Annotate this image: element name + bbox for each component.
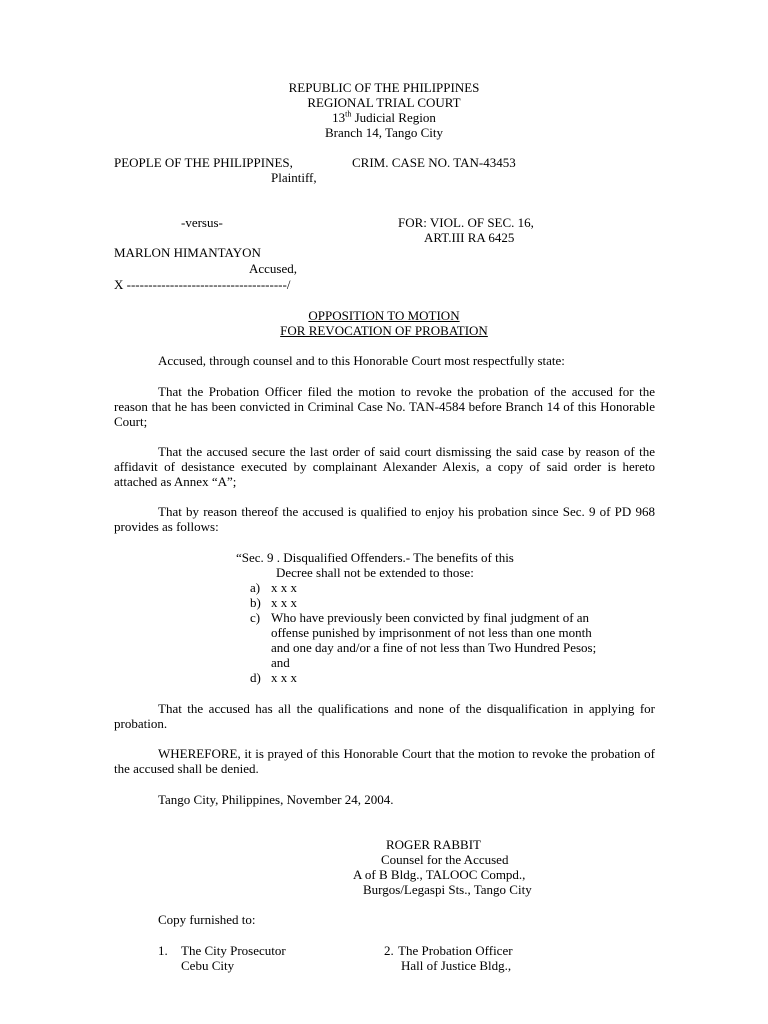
- plaintiff-role: Plaintiff,: [271, 170, 317, 185]
- intro-paragraph: Accused, through counsel and to this Honorable Court most respectfully state:: [158, 353, 565, 368]
- accused-name: MARLON HIMANTAYON: [114, 245, 261, 260]
- copy-furnished-label: Copy furnished to:: [158, 912, 256, 927]
- counsel-address-2: Burgos/Legaspi Sts., Tango City: [363, 882, 532, 897]
- quote-item-text: Who have previously been convicted by final judgment of an: [271, 610, 590, 625]
- quote-item-text: x x x: [271, 580, 297, 595]
- paragraph-5: WHEREFORE, it is prayed of this Honorable Court that the motion to revoke the probation of the accused shall be denied.: [114, 746, 655, 776]
- court-header-branch: Branch 14, Tango City: [324, 125, 443, 140]
- quote-line-1: “Sec. 9 . Disqualified Offenders.- The benefits of this: [236, 550, 514, 565]
- recipient-1-number: 1.: [158, 943, 168, 958]
- versus-label: -versus-: [181, 215, 223, 230]
- document-title-line-1: OPPOSITION TO MOTION: [308, 308, 460, 323]
- quote-item-label: c): [250, 610, 261, 625]
- caption-separator: X -------------------------------------/: [114, 277, 291, 292]
- paragraph-1: That the Probation Officer filed the motion to revoke the probation of the accused for the reason that he has been convicted in Criminal Case No. TAN-4584 before Branch 14 of this Honorable Court;: [114, 384, 655, 429]
- charge-line-1: FOR: VIOL. OF SEC. 16,: [398, 215, 534, 230]
- place-and-date: Tango City, Philippines, November 24, 2004.: [158, 792, 394, 807]
- court-header-rtc: REGIONAL TRIAL COURT: [307, 95, 461, 110]
- quote-item-label: a): [250, 580, 261, 595]
- paragraph-2: That the accused secure the last order of said court dismissing the said case by reason of the affidavit of desistance executed by complainant Alexander Alexis, a copy of said order is hereto attached as Annex “A”;: [114, 444, 655, 489]
- case-number: CRIM. CASE NO. TAN-43453: [352, 155, 516, 170]
- quote-item-label: d): [250, 670, 261, 685]
- counsel-title: Counsel for the Accused: [381, 852, 509, 867]
- court-header-republic: REPUBLIC OF THE PHILIPPINES: [288, 80, 480, 95]
- quote-item-text: offense punished by imprisonment of not less than one month: [271, 625, 592, 640]
- quote-item-text: and one day and/or a fine of not less than Two Hundred Pesos;: [271, 640, 597, 655]
- recipient-2-name: The Probation Officer: [398, 943, 513, 958]
- charge-line-2: ART.III RA 6425: [424, 230, 515, 245]
- counsel-name: ROGER RABBIT: [386, 837, 481, 852]
- quote-item-text: x x x: [271, 595, 297, 610]
- recipient-1-location: Cebu City: [181, 958, 235, 973]
- recipient-2-number: 2.: [384, 943, 394, 958]
- counsel-address-1: A of B Bldg., TALOOC Compd.,: [353, 867, 526, 882]
- court-header-region: 13th Judicial Region: [332, 109, 436, 125]
- plaintiff-name: PEOPLE OF THE PHILIPPINES,: [114, 155, 293, 170]
- paragraph-4: That the accused has all the qualifications and none of the disqualification in applying for probation.: [114, 701, 655, 731]
- quote-item-text: x x x: [271, 670, 297, 685]
- paragraph-3: That by reason thereof the accused is qualified to enjoy his probation since Sec. 9 of PD 968 provides as follows:: [114, 504, 655, 534]
- recipient-2-location: Hall of Justice Bldg.,: [401, 958, 512, 973]
- document-title-line-2: FOR REVOCATION OF PROBATION: [280, 323, 488, 338]
- quote-line-2: Decree shall not be extended to those:: [276, 565, 474, 580]
- quote-item-text: and: [271, 655, 290, 670]
- quote-item-label: b): [250, 595, 261, 610]
- recipient-1-name: The City Prosecutor: [181, 943, 286, 958]
- accused-role: Accused,: [249, 261, 298, 276]
